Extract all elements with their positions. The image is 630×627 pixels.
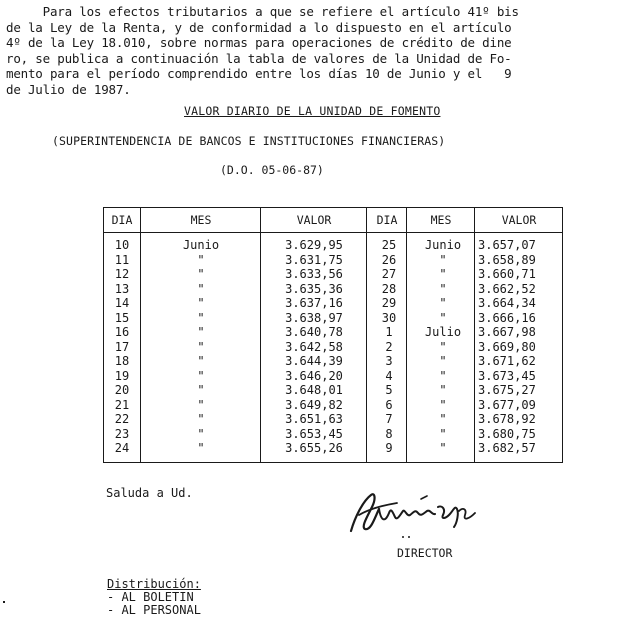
day-cell: 23: [114, 426, 130, 441]
day-cell: 8: [385, 426, 393, 441]
value-cell: 3.677,09: [478, 397, 536, 412]
day-cell: 25: [381, 238, 397, 252]
distribution-item: - AL PERSONAL: [107, 603, 201, 617]
month-cell: ": [439, 383, 447, 397]
day-cell: 4: [385, 368, 393, 383]
day-cell: 24: [114, 441, 130, 455]
day-cell: 9: [385, 441, 393, 455]
value-cell: 3.658,89: [478, 252, 536, 267]
day-cell: 1: [385, 325, 393, 339]
month-cell: ": [439, 310, 447, 325]
value-cell: 3.657,07: [478, 238, 536, 252]
value-cell: 3.675,27: [478, 383, 536, 397]
document-title: VALOR DIARIO DE LA UNIDAD DE FOMENTO: [184, 104, 441, 118]
value-cell: 3.635,36: [285, 281, 343, 296]
table-row: [104, 253, 562, 268]
month-cell: ": [197, 281, 205, 296]
value-cell: 3.646,20: [285, 368, 343, 383]
distribution-item: - AL BOLETIN: [107, 590, 194, 604]
value-cell: 3.644,39: [285, 354, 343, 368]
closing-text: Saluda a Ud.: [106, 486, 193, 500]
day-cell: 16: [114, 325, 130, 339]
table-row: [104, 369, 562, 384]
table-row: [104, 398, 562, 413]
month-cell: ": [439, 426, 447, 441]
value-cell: 3.648,01: [285, 383, 343, 397]
month-cell: ": [439, 397, 447, 412]
value-cell: 3.655,26: [285, 441, 343, 455]
day-cell: 29: [381, 296, 397, 310]
value-cell: 3.664,34: [478, 296, 536, 310]
value-cell: 3.669,80: [478, 339, 536, 354]
intro-line: mento para el período comprendido entre los días 10 de Junio y el 9: [6, 66, 512, 81]
day-cell: 5: [385, 383, 393, 397]
table-row: [104, 383, 562, 398]
month-cell: ": [439, 296, 447, 310]
table-row: [104, 412, 562, 427]
day-cell: 19: [114, 368, 130, 383]
intro-line: ro, se publica a continuación la tabla de valores de la Unidad de Fo-: [6, 50, 512, 66]
header-dia: DIA: [111, 213, 133, 227]
day-cell: 2: [385, 339, 393, 354]
scan-speck: [3, 601, 5, 603]
value-cell: 3.653,45: [285, 426, 343, 441]
value-cell: 3.662,52: [478, 281, 536, 296]
distribution-heading: Distribución:: [107, 577, 201, 591]
day-cell: 6: [385, 397, 393, 412]
month-cell: ": [439, 252, 447, 267]
month-cell: ": [439, 441, 447, 455]
month-cell: ": [439, 339, 447, 354]
day-cell: 10: [114, 238, 130, 252]
day-cell: 11: [114, 252, 130, 267]
value-cell: 3.633,56: [285, 267, 343, 281]
value-cell: 3.680,75: [478, 426, 536, 441]
intro-line: Para los efectos tributarios a que se refiere el artículo 41º bis: [6, 4, 519, 19]
header-mes: MES: [190, 213, 212, 227]
table-row: [104, 238, 562, 253]
day-cell: 21: [114, 397, 130, 412]
table-row: [104, 311, 562, 326]
header-divider: [104, 232, 562, 233]
day-cell: 28: [381, 281, 397, 296]
signature-icon: [345, 487, 481, 539]
day-cell: 7: [385, 412, 393, 426]
value-cell: 3.640,78: [285, 325, 343, 339]
day-cell: 15: [114, 310, 130, 325]
value-cell: 3.651,63: [285, 412, 343, 426]
month-cell: ": [197, 383, 205, 397]
month-cell: ": [197, 441, 205, 455]
table-row: [104, 340, 562, 355]
month-cell: ": [197, 325, 205, 339]
day-cell: 3: [385, 354, 393, 368]
month-cell: ": [197, 368, 205, 383]
month-cell: Junio: [424, 238, 462, 252]
header-valor: VALOR: [296, 213, 332, 227]
month-cell: ": [197, 339, 205, 354]
table-row: [104, 427, 562, 442]
value-cell: 3.649,82: [285, 397, 343, 412]
month-cell: Junio: [182, 238, 220, 252]
month-cell: ": [439, 412, 447, 426]
uf-values-table: [103, 207, 563, 463]
value-cell: 3.660,71: [478, 267, 536, 281]
month-cell: ": [439, 354, 447, 368]
day-cell: 18: [114, 354, 130, 368]
month-cell: Julio: [424, 325, 462, 339]
value-cell: 3.678,92: [478, 412, 536, 426]
month-cell: ": [439, 368, 447, 383]
month-cell: ": [197, 426, 205, 441]
table-row: [104, 354, 562, 369]
distribution-list: [107, 578, 201, 617]
table-row: [104, 267, 562, 282]
value-cell: 3.667,98: [478, 325, 536, 339]
day-cell: 20: [114, 383, 130, 397]
month-cell: ": [197, 310, 205, 325]
month-cell: ": [197, 397, 205, 412]
header-mes: MES: [430, 213, 452, 227]
publication-date: (D.O. 05-06-87): [220, 163, 324, 177]
table-row: [104, 282, 562, 297]
header-dia: DIA: [376, 213, 398, 227]
day-cell: 22: [114, 412, 130, 426]
table-row: [104, 441, 562, 456]
month-cell: ": [197, 267, 205, 281]
value-cell: 3.682,57: [478, 441, 536, 455]
day-cell: 27: [381, 267, 397, 281]
month-cell: ": [197, 252, 205, 267]
header-valor: VALOR: [501, 213, 537, 227]
month-cell: ": [439, 267, 447, 281]
intro-line: 4º de la Ley 18.010, sobre normas para operaciones de crédito de dine: [6, 35, 512, 50]
month-cell: ": [439, 281, 447, 296]
table-row: [104, 296, 562, 311]
day-cell: 17: [114, 339, 130, 354]
table-row: [104, 325, 562, 340]
value-cell: 3.637,16: [285, 296, 343, 310]
day-cell: 12: [114, 267, 130, 281]
value-cell: 3.673,45: [478, 368, 536, 383]
value-cell: 3.671,62: [478, 354, 536, 368]
day-cell: 30: [381, 310, 397, 325]
intro-line: de la Ley de la Renta, y de conformidad a lo dispuesto en el artículo: [6, 19, 512, 35]
value-cell: 3.642,58: [285, 339, 343, 354]
value-cell: 3.666,16: [478, 310, 536, 325]
intro-line: de Julio de 1987.: [6, 81, 131, 97]
day-cell: 26: [381, 252, 397, 267]
document-subtitle: (SUPERINTENDENCIA DE BANCOS E INSTITUCIONES FINANCIERAS): [52, 134, 446, 148]
month-cell: ": [197, 354, 205, 368]
day-cell: 13: [114, 281, 130, 296]
table-body: [104, 238, 562, 456]
value-cell: 3.638,97: [285, 310, 343, 325]
month-cell: ": [197, 296, 205, 310]
intro-paragraph: [6, 4, 618, 97]
value-cell: 3.629,95: [285, 238, 343, 252]
day-cell: 14: [114, 296, 130, 310]
value-cell: 3.631,75: [285, 252, 343, 267]
signatory-title: DIRECTOR: [397, 546, 453, 560]
month-cell: ": [197, 412, 205, 426]
